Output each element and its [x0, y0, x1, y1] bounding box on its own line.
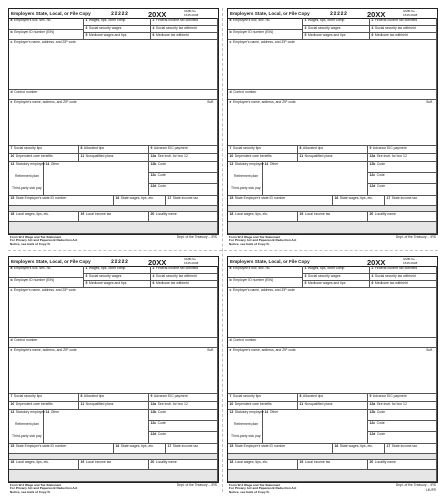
box-9-advance-eic[interactable]: 9 Advance EIC payment	[149, 394, 218, 402]
treasury-dept: Dept. of the Treasury -- IRS	[395, 235, 436, 239]
box-a-employee-ssn[interactable]: a Employee's soc. sec. no.	[9, 18, 84, 30]
box-6-medicare-tax[interactable]: 6 Medicare tax withheld	[370, 281, 437, 288]
box-8-allocated-tips[interactable]: 8 Allocated tips	[79, 146, 149, 154]
box-12b-code[interactable]: 12b Code	[368, 410, 437, 421]
form-footer: Form W-2 Wage and Tax Statement For Privacy Act and Paperwork Reduction Act Notice, see back of Copy D. Dept. of the Treasury -- IRS	[229, 235, 436, 246]
box-11-nonqualified-plans[interactable]: 11 Nonqualified plans	[79, 154, 149, 162]
local-row-2[interactable]	[9, 222, 218, 234]
box-6-medicare-tax[interactable]: 6 Medicare tax withheld	[370, 33, 437, 40]
box-7-ss-tips[interactable]: 7 Social security tips	[228, 394, 298, 402]
box-6-medicare-tax[interactable]: 6 Medicare tax withheld	[151, 33, 218, 40]
box-10-dependent-care[interactable]: 10 Dependent care benefits	[228, 402, 298, 410]
w2-copy-top-right	[227, 8, 438, 245]
copy-title: Employers State, Local, or File Copy	[11, 259, 91, 264]
box-5-medicare-wages[interactable]: 5 Medicare wages and tips	[84, 281, 151, 288]
tax-year: 20XX	[367, 257, 386, 267]
box-11-nonqualified-plans[interactable]: 11 Nonqualified plans	[79, 402, 149, 410]
suffix-label: Suff.	[426, 100, 433, 104]
control-code: 22222	[111, 258, 129, 265]
box-12c-code[interactable]: 12c Code	[368, 421, 437, 432]
box-9-advance-eic[interactable]: 9 Advance EIC payment	[368, 146, 437, 154]
box-10-dependent-care[interactable]: 10 Dependent care benefits	[228, 154, 298, 162]
box-13-checkboxes: 13 Statutory employee Retirement plan Third-party sick pay	[228, 162, 263, 196]
omb-number: OMB No. 1545-0008	[403, 256, 418, 265]
box-6-medicare-tax[interactable]: 6 Medicare tax withheld	[151, 281, 218, 288]
box-d-control-number[interactable]: d Control number	[9, 338, 218, 348]
w2-sheet	[8, 8, 438, 492]
box-16-state-wages[interactable]: 16 State wages, tips, etc.	[114, 196, 166, 206]
box-3-ss-wages[interactable]: 3 Social security wages	[303, 274, 370, 281]
box-12a-code[interactable]: 12a See instr. for box 12	[368, 402, 437, 410]
box-19-local-tax[interactable]: 19 Local income tax	[298, 460, 368, 470]
box-17-state-tax[interactable]: 17 State income tax	[166, 196, 218, 206]
box-7-ss-tips[interactable]: 7 Social security tips	[9, 146, 79, 154]
treasury-dept: Dept. of the Treasury -- IRS	[176, 235, 217, 239]
box-2-federal-tax[interactable]: 2 Federal income tax withheld	[151, 266, 218, 274]
omb-number: OMB No. 1545-0008	[184, 8, 199, 17]
box-13-checkboxes: 13 Statutory employee Retirement plan Third-party sick pay	[9, 162, 44, 196]
box-b-employer-ein[interactable]: b Employer ID number (EIN)	[228, 30, 303, 40]
box-20-locality-name[interactable]: 20 Locality name	[149, 212, 218, 222]
box-14-other[interactable]: 14 Other	[263, 162, 368, 196]
box-11-nonqualified-plans[interactable]: 11 Nonqualified plans	[298, 402, 368, 410]
box-b-employer-ein[interactable]: b Employer ID number (EIN)	[9, 30, 84, 40]
box-18-local-wages[interactable]: 18 Local wages, tips, etc.	[228, 212, 298, 222]
box-19-local-tax[interactable]: 19 Local income tax	[298, 212, 368, 222]
box-12b-code[interactable]: 12b Code	[149, 410, 218, 421]
box-12c-code[interactable]: 12c Code	[149, 173, 218, 184]
box-15-state-id[interactable]: 15 State Employer's state ID number	[228, 444, 333, 454]
box-1-wages[interactable]: 1 Wages, tips, other comp.	[303, 266, 370, 274]
box-20-locality-name[interactable]: 20 Locality name	[368, 212, 437, 222]
box-c-employer-address[interactable]: c Employer's name, address, and ZIP code	[9, 288, 218, 338]
box-15-state-id[interactable]: 15 State Employer's state ID number	[9, 196, 114, 206]
box-14-other[interactable]: 14 Other	[44, 410, 149, 444]
box-5-medicare-wages[interactable]: 5 Medicare wages and tips	[303, 33, 370, 40]
box-16-state-wages[interactable]: 16 State wages, tips, etc.	[114, 444, 166, 454]
catalog-number: L4UFR	[425, 487, 436, 492]
box-4-ss-tax[interactable]: 4 Social security tax withheld	[151, 274, 218, 281]
w2-copy-top-left	[8, 8, 219, 245]
box-18-local-wages[interactable]: 18 Local wages, tips, etc.	[228, 460, 298, 470]
box-13-checkboxes: 13 Statutory employee Retirement plan Third-party sick pay	[9, 410, 44, 444]
control-code: 22222	[111, 10, 129, 17]
box-8-allocated-tips[interactable]: 8 Allocated tips	[298, 394, 368, 402]
box-1-wages[interactable]: 1 Wages, tips, other comp.	[303, 18, 370, 26]
box-2-federal-tax[interactable]: 2 Federal income tax withheld	[151, 18, 218, 26]
box-3-ss-wages[interactable]: 3 Social security wages	[303, 26, 370, 33]
box-12a-code[interactable]: 12a See instr. for box 12	[149, 154, 218, 162]
local-row-2[interactable]	[228, 222, 437, 234]
tax-year: 20XX	[148, 9, 167, 19]
box-12b-code[interactable]: 12b Code	[368, 162, 437, 173]
box-8-allocated-tips[interactable]: 8 Allocated tips	[298, 146, 368, 154]
treasury-dept: Dept. of the Treasury -- IRS	[176, 483, 217, 487]
box-13-checkboxes: 13 Statutory employee Retirement plan Third-party sick pay	[228, 410, 263, 444]
box-17-state-tax[interactable]: 17 State income tax	[385, 444, 437, 454]
box-b-employer-ein[interactable]: b Employer ID number (EIN)	[9, 278, 84, 288]
box-10-dependent-care[interactable]: 10 Dependent care benefits	[9, 154, 79, 162]
w2-form	[8, 8, 219, 235]
box-18-local-wages[interactable]: 18 Local wages, tips, etc.	[9, 460, 79, 470]
box-8-allocated-tips[interactable]: 8 Allocated tips	[79, 394, 149, 402]
box-a-employee-ssn[interactable]: a Employee's soc. sec. no.	[228, 266, 303, 278]
box-4-ss-tax[interactable]: 4 Social security tax withheld	[370, 274, 437, 281]
box-12c-code[interactable]: 12c Code	[368, 173, 437, 184]
box-7-ss-tips[interactable]: 7 Social security tips	[9, 394, 79, 402]
box-7-ss-tips[interactable]: 7 Social security tips	[228, 146, 298, 154]
box-d-control-number[interactable]: d Control number	[228, 338, 437, 348]
box-16-state-wages[interactable]: 16 State wages, tips, etc.	[333, 196, 385, 206]
box-20-locality-name[interactable]: 20 Locality name	[368, 460, 437, 470]
box-2-federal-tax[interactable]: 2 Federal income tax withheld	[370, 18, 437, 26]
control-code: 22222	[330, 10, 348, 17]
box-e-employee-address[interactable]: e Employee's name, address, and ZIP code Suff.	[228, 100, 437, 146]
box-15-state-id[interactable]: 15 State Employer's state ID number	[228, 196, 333, 206]
box-c-employer-address[interactable]: c Employer's name, address, and ZIP code	[9, 40, 218, 90]
w2-form	[227, 256, 438, 483]
box-2-federal-tax[interactable]: 2 Federal income tax withheld	[370, 266, 437, 274]
box-b-employer-ein[interactable]: b Employer ID number (EIN)	[228, 278, 303, 288]
box-12a-code[interactable]: 12a See instr. for box 12	[368, 154, 437, 162]
tax-year: 20XX	[367, 9, 386, 19]
omb-number: OMB No. 1545-0008	[184, 256, 199, 265]
perforation-horizontal	[8, 250, 438, 251]
box-e-employee-address[interactable]: e Employee's name, address, and ZIP code Suff.	[228, 348, 437, 394]
box-14-other[interactable]: 14 Other	[263, 410, 368, 444]
box-11-nonqualified-plans[interactable]: 11 Nonqualified plans	[298, 154, 368, 162]
copy-title: Employers State, Local, or File Copy	[230, 259, 310, 264]
box-3-ss-wages[interactable]: 3 Social security wages	[84, 26, 151, 33]
form-footer: Form W-2 Wage and Tax Statement For Privacy Act and Paperwork Reduction Act Notice, see back of Copy D. Dept. of the Treasury -- IRS	[10, 483, 217, 494]
box-12d-code[interactable]: 12d Code	[149, 184, 218, 196]
form-footer: Form W-2 Wage and Tax Statement For Privacy Act and Paperwork Reduction Act Notice, see back of Copy D. Dept. of the Treasury -- IRS	[10, 235, 217, 246]
box-20-locality-name[interactable]: 20 Locality name	[149, 460, 218, 470]
box-e-employee-address[interactable]: e Employee's name, address, and ZIP code Suff.	[9, 100, 218, 146]
box-4-ss-tax[interactable]: 4 Social security tax withheld	[370, 26, 437, 33]
box-19-local-tax[interactable]: 19 Local income tax	[79, 212, 149, 222]
local-row-2[interactable]	[228, 470, 437, 482]
w2-form	[227, 8, 438, 235]
box-4-ss-tax[interactable]: 4 Social security tax withheld	[151, 26, 218, 33]
box-a-employee-ssn[interactable]: a Employee's soc. sec. no.	[228, 18, 303, 30]
box-d-control-number[interactable]: d Control number	[9, 90, 218, 100]
suffix-label: Suff.	[426, 348, 433, 352]
box-3-ss-wages[interactable]: 3 Social security wages	[84, 274, 151, 281]
box-9-advance-eic[interactable]: 9 Advance EIC payment	[149, 146, 218, 154]
suffix-label: Suff.	[207, 100, 214, 104]
box-19-local-tax[interactable]: 19 Local income tax	[79, 460, 149, 470]
box-1-wages[interactable]: 1 Wages, tips, other comp.	[84, 18, 151, 26]
box-18-local-wages[interactable]: 18 Local wages, tips, etc.	[9, 212, 79, 222]
box-12d-code[interactable]: 12d Code	[368, 432, 437, 444]
box-16-state-wages[interactable]: 16 State wages, tips, etc.	[333, 444, 385, 454]
omb-number: OMB No. 1545-0008	[403, 8, 418, 17]
box-e-employee-address[interactable]: e Employee's name, address, and ZIP code Suff.	[9, 348, 218, 394]
box-5-medicare-wages[interactable]: 5 Medicare wages and tips	[84, 33, 151, 40]
local-row-2[interactable]	[9, 470, 218, 482]
box-17-state-tax[interactable]: 17 State income tax	[385, 196, 437, 206]
box-1-wages[interactable]: 1 Wages, tips, other comp.	[84, 266, 151, 274]
w2-form	[8, 256, 219, 483]
box-12d-code[interactable]: 12d Code	[149, 432, 218, 444]
box-10-dependent-care[interactable]: 10 Dependent care benefits	[9, 402, 79, 410]
box-c-employer-address[interactable]: c Employer's name, address, and ZIP code	[228, 40, 437, 90]
w2-copy-bottom-left	[8, 256, 219, 493]
box-12b-code[interactable]: 12b Code	[149, 162, 218, 173]
box-d-control-number[interactable]: d Control number	[228, 90, 437, 100]
copy-title: Employers State, Local, or File Copy	[11, 11, 91, 16]
suffix-label: Suff.	[207, 348, 214, 352]
box-12a-code[interactable]: 12a See instr. for box 12	[149, 402, 218, 410]
box-9-advance-eic[interactable]: 9 Advance EIC payment	[368, 394, 437, 402]
box-5-medicare-wages[interactable]: 5 Medicare wages and tips	[303, 281, 370, 288]
tax-year: 20XX	[148, 257, 167, 267]
box-12c-code[interactable]: 12c Code	[149, 421, 218, 432]
box-17-state-tax[interactable]: 17 State income tax	[166, 444, 218, 454]
copy-title: Employers State, Local, or File Copy	[230, 11, 310, 16]
box-a-employee-ssn[interactable]: a Employee's soc. sec. no.	[9, 266, 84, 278]
box-12d-code[interactable]: 12d Code	[368, 184, 437, 196]
box-14-other[interactable]: 14 Other	[44, 162, 149, 196]
box-c-employer-address[interactable]: c Employer's name, address, and ZIP code	[228, 288, 437, 338]
form-footer: Form W-2 Wage and Tax Statement For Privacy Act and Paperwork Reduction Act Notice, see back of Copy D. Dept. of the Treasury -- IRS L4UFR	[229, 483, 436, 494]
treasury-dept: Dept. of the Treasury -- IRS	[395, 483, 436, 487]
w2-copy-bottom-right	[227, 256, 438, 493]
box-15-state-id[interactable]: 15 State Employer's state ID number	[9, 444, 114, 454]
